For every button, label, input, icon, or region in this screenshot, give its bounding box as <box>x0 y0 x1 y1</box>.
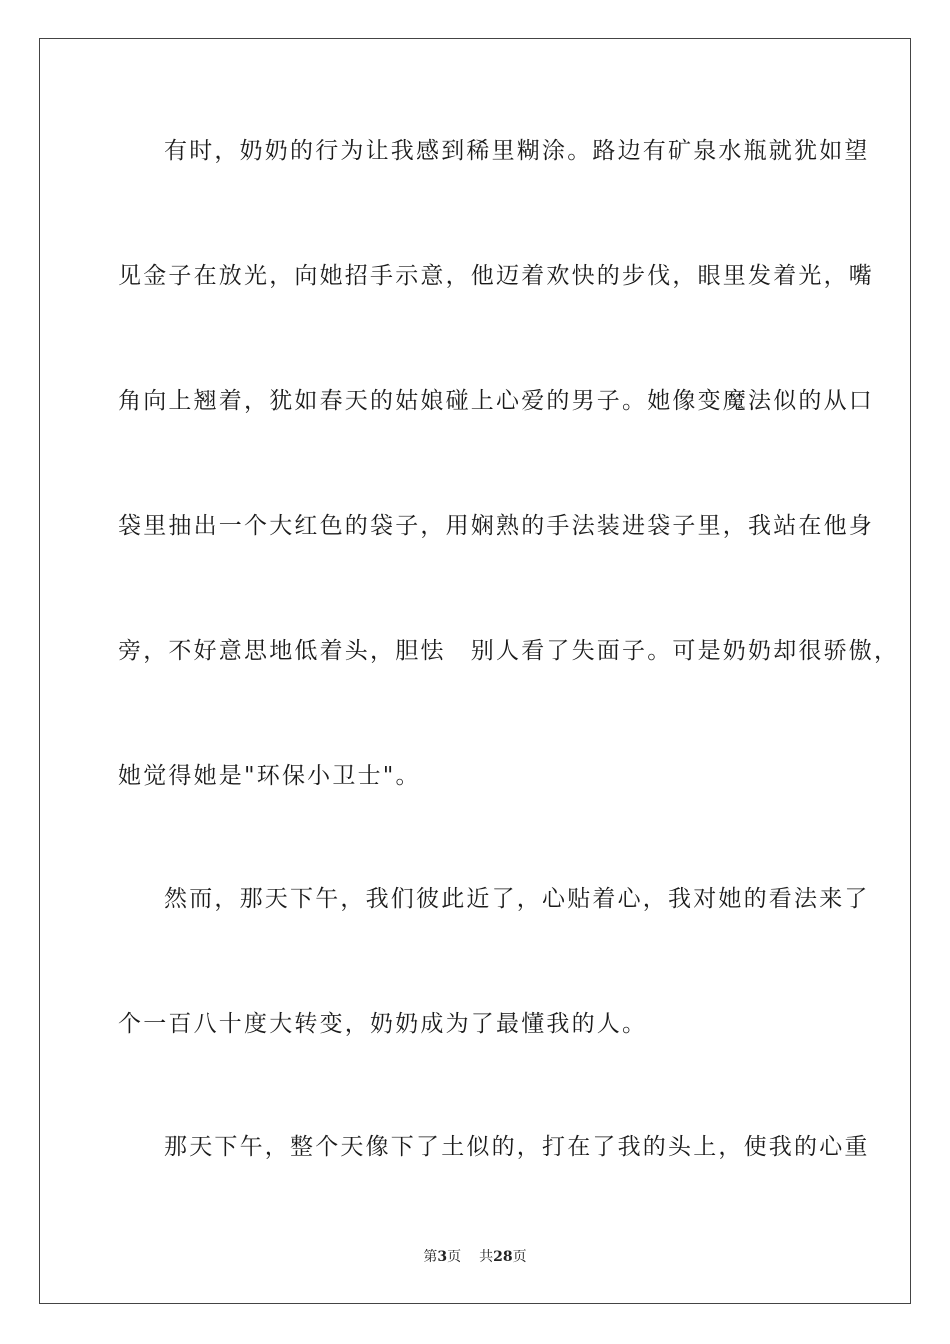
text-line-9: 那天下午，整个天像下了土似的，打在了我的头上，使我的心重 <box>164 1134 870 1160</box>
page-border <box>39 38 911 1304</box>
text-line-4: 袋里抽出一个大红色的袋子，用娴熟的手法装进袋子里，我站在他身 <box>118 513 874 539</box>
text-line-7: 然而，那天下午，我们彼此近了，心贴着心，我对她的看法来了 <box>164 886 870 912</box>
page-unit: 页 <box>447 1249 462 1265</box>
total-page-number: 28 <box>493 1249 513 1265</box>
text-line-6: 她觉得她是"环保小卫士"。 <box>118 763 421 789</box>
total-prefix: 共 <box>479 1249 494 1265</box>
text-line-1: 有时，奶奶的行为让我感到稀里糊涂。路边有矿泉水瓶就犹如望 <box>164 138 870 164</box>
text-line-5: 旁，不好意思地低着头，胆怯 别人看了失面子。可是奶奶却很骄傲， <box>118 638 900 664</box>
text-line-2: 见金子在放光，向她招手示意，他迈着欢快的步伐，眼里发着光，嘴 <box>118 263 874 289</box>
page-prefix: 第 <box>423 1249 438 1265</box>
total-unit: 页 <box>512 1249 527 1265</box>
current-page-number: 3 <box>437 1249 448 1265</box>
text-line-3: 角向上翘着，犹如春天的姑娘碰上心爱的男子。她像变魔法似的从口 <box>118 388 874 414</box>
page-footer <box>0 1248 950 1266</box>
text-line-8: 个一百八十度大转变，奶奶成为了最懂我的人。 <box>118 1011 648 1037</box>
